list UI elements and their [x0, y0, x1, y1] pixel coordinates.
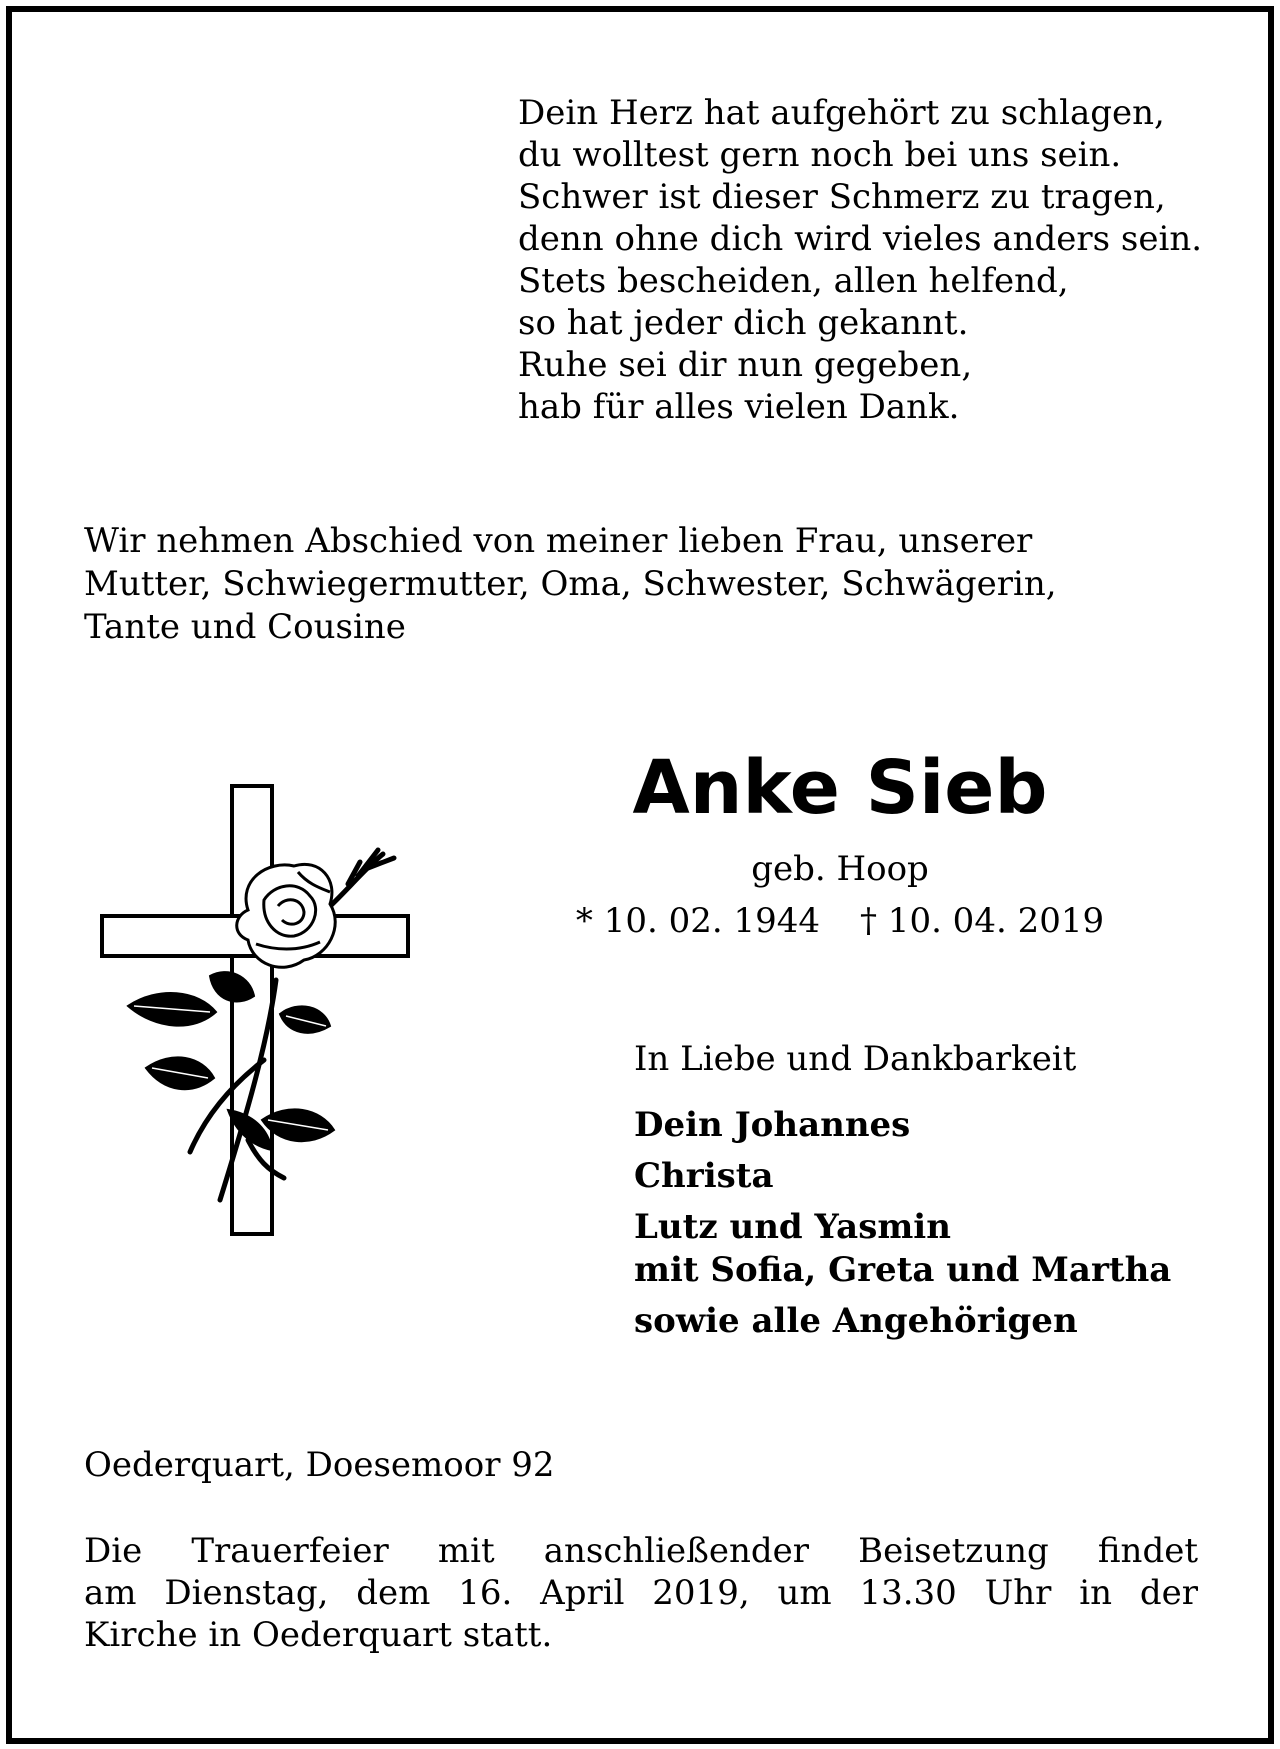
family-member: mit Sofia, Greta und Martha: [634, 1250, 1172, 1290]
service-notice: [84, 1530, 1198, 1656]
poem-line: hab für alles vielen Dank.: [518, 387, 960, 427]
service-line: am Dienstag, dem 16. April 2019, um 13.30 Uhr in der: [84, 1573, 1198, 1613]
service-line: Die Trauerfeier mit anschließender Beisetzung findet: [84, 1531, 1198, 1571]
life-dates: [560, 900, 1120, 942]
family-member: sowie alle Angehörigen: [634, 1301, 1078, 1341]
poem-line: so hat jeder dich gekannt.: [518, 303, 969, 343]
deceased-name: Anke Sieb: [632, 745, 1048, 831]
family-member: Lutz und Yasmin: [634, 1207, 951, 1247]
family-member: Christa: [634, 1156, 774, 1196]
birth-name: geb. Hoop: [751, 849, 929, 889]
family-member: Dein Johannes: [634, 1105, 911, 1145]
family-signatures: [634, 1104, 1171, 1343]
death-date: † 10. 04. 2019: [860, 901, 1105, 941]
farewell-line: Mutter, Schwiegermutter, Oma, Schwester, Schwägerin,: [84, 564, 1057, 604]
love-line: In Liebe und Dankbarkeit: [634, 1039, 1077, 1079]
address: Oederquart, Doesemoor 92: [84, 1445, 555, 1485]
poem-line: du wolltest gern noch bei uns sein.: [518, 135, 1122, 175]
service-line: Kirche in Oederquart statt.: [84, 1615, 553, 1655]
poem-line: Ruhe sei dir nun gegeben,: [518, 345, 973, 385]
poem: [518, 92, 1218, 428]
cross-with-rose-icon: [98, 780, 418, 1240]
poem-line: denn ohne dich wird vieles anders sein.: [518, 219, 1203, 259]
poem-line: Dein Herz hat aufgehört zu schlagen,: [518, 93, 1165, 133]
farewell-line: Wir nehmen Abschied von meiner lieben Frau, unserer: [84, 521, 1033, 561]
farewell-text: [84, 520, 1204, 649]
birth-date: * 10. 02. 1944: [575, 901, 820, 941]
poem-line: Stets bescheiden, allen helfend,: [518, 261, 1069, 301]
poem-line: Schwer ist dieser Schmerz zu tragen,: [518, 177, 1166, 217]
farewell-line: Tante und Cousine: [84, 607, 406, 647]
